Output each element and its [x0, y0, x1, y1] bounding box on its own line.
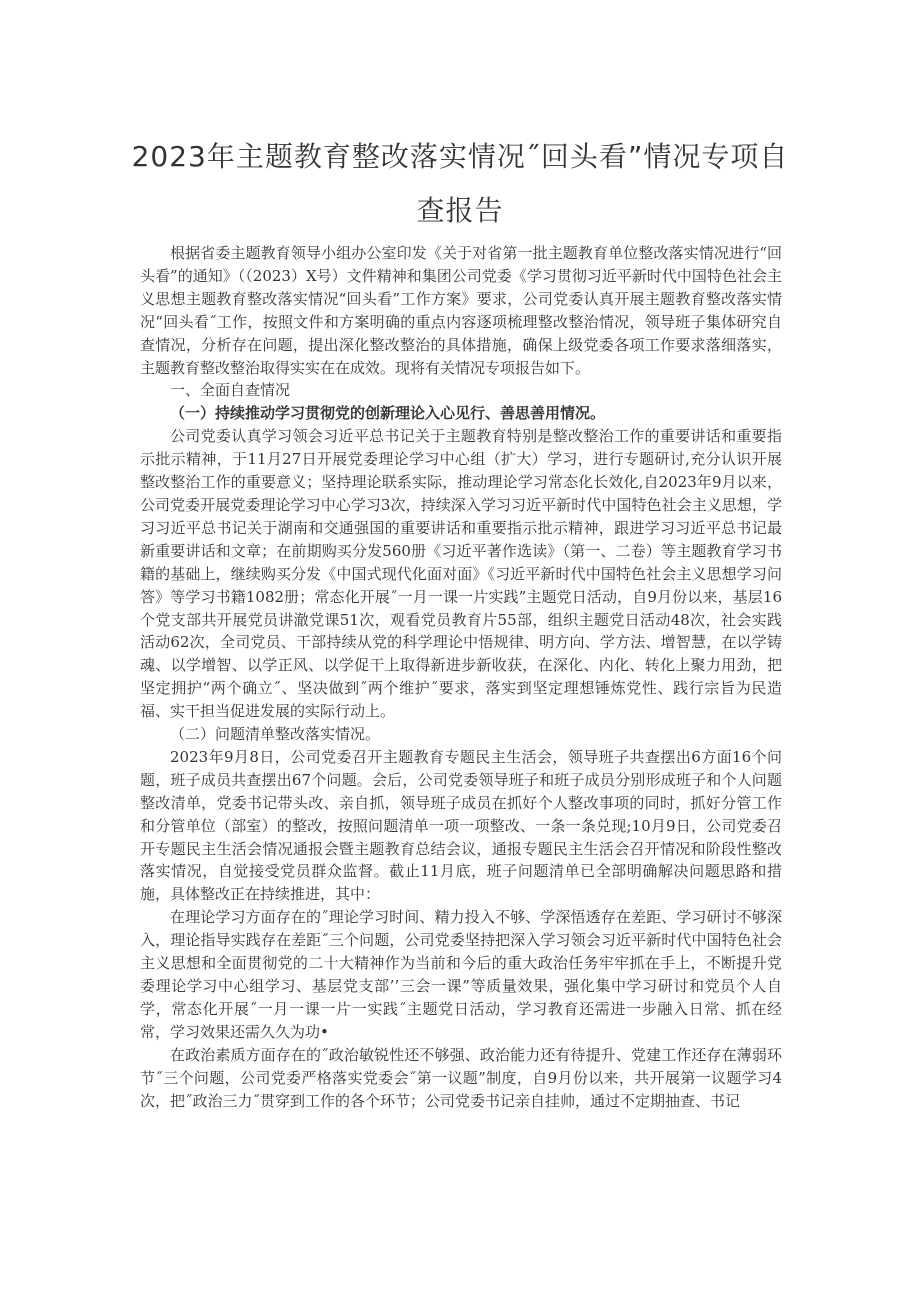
subsection-2-paragraph: 2023年9月8日，公司党委召开主题教育专题民主生活会，领导班子共查摆出6方面16个问题，班子成员共查摆出67个问题。会后，公司党委领导班子和班子成员分别形成班子和个人问题整改清单，党委书记带头改、亲自抓，领导班子成员在抓好个人整改事项的同时，抓好分管工作和分管单位（部室）的整改，按照问题清单一项一项整改、一条一条兑现;10月9日，公司党委召开专题民主生活会情况通报会暨主题教育总结会议，通报专题民主生活会召开情况和阶段性整改落实情况，自觉接受党员群众监督。截止11月底，班子问题清单已全部明确解决问题思路和措施，具体整改正在持续推进，其中： — [140, 747, 782, 904]
document-title — [130, 130, 790, 238]
document-body — [140, 242, 782, 1112]
theory-study-paragraph: 在理论学习方面存在的˝理论学习时间、精力投入不够、学深悟透存在差距、学习研讨不够深入，理论指导实践存在差距˝三个问题，公司党委坚持把深入学习领会习近平新时代中国特色社会主义思想和全面贯彻党的二十大精神作为当前和今后的重大政治任务牢牢抓在手上，不断提升党委理论学习中心组学习、基层党支部’’三会一课”等质量效果，强化集中学习研讨和党员个人自学，常态化开展˝一月一课一片一实践˝主题党日活动，学习教育还需进一步融入日常、抓在经常，学习效果还需久久为功• — [140, 908, 782, 1041]
title-line-2: 查报告 — [416, 194, 504, 227]
title-line-1: 2023年主题教育整改落实情况˝回头看”情况专项自 — [131, 140, 789, 173]
subsection-heading-1: （一）持续推动学习贯彻党的创新理论入心见行、善思善用情况。 — [170, 404, 606, 423]
intro-paragraph: 根据省委主题教育领导小组办公室印发《关于对省第一批主题教育单位整改落实情况进行“回头看”的通知》（（2023）X号）文件精神和集团公司党委《学习贯彻习近平新时代中国特色社会主义思想主题教育整改落实情况“回头看”工作方案》要求，公司党委认真开展主题教育整改落实情况“回头看˝工作，按照文件和方案明确的重点内容逐项梳理整改整治情况，领导班子集体研究自查情况，分析存在问题，提出深化整改整治的具体措施，确保上级党委各项工作要求落细落实，主题教育整改整治取得实实在在成效。现将有关情况专项报告如下。 — [140, 244, 782, 377]
subsection-heading-2: （二）问题清单整改落实情况。 — [170, 725, 381, 744]
political-quality-paragraph: 在政治素质方面存在的˝政治敏锐性还不够强、政治能力还有待提升、党建工作还存在薄弱环节˝三个问题，公司党委严格落实党委会˝第一议题”制度，自9月份以来，共开展第一议题学习4次，把˝政治三力˝贯穿到工作的各个环节；公司党委书记亲自挂帅，通过不定期抽查、书记 — [140, 1045, 782, 1110]
subsection-1-paragraph: 公司党委认真学习领会习近平总书记关于主题教育特别是整改整治工作的重要讲话和重要指示批示精神，于11月27日开展党委理论学习中心组（扩大）学习，进行专题研讨,充分认识开展整改整治工作的重要意义；坚持理论联系实际，推动理论学习常态化长效化,自2023年9月以来，公司党委开展党委理论学习中心学习3次，持续深入学习习近平新时代中国特色社会主义思想，学习习近平总书记关于湖南和交通强国的重要讲话和重要指示批示精神，跟进学习习近平总书记最新重要讲话和文章；在前期购买分发560册《习近平著作选读》（第一、二卷）等主题教育学习书籍的基础上，继续购买分发《中国式现代化面对面》《习近平新时代中国特色社会主义思想学习问答》等学习书籍1082册；常态化开展˝一月一课一片实践”主题党日活动，自9月份以来，基层16个党支部共开展党员讲澈党课51次，观看党员教育片55部，组织主题党日活动48次，社会实践活动62次，全司党员、干部持续从党的科学理论中悟规律、明方向、学方法、增智慧，在以学铸魂、以学增智、以学正风、以学促干上取得新进步新收获，在深化、内化、转化上聚力用劲，把坚定拥护“两个确立˝、坚决做到˝两个维护˝要求，落实到坚定理想锤炼党性、践行宗旨为民造福、实干担当促进发展的实际行动上。 — [140, 427, 782, 721]
section-heading-1: 一、全面自查情况 — [170, 381, 291, 400]
